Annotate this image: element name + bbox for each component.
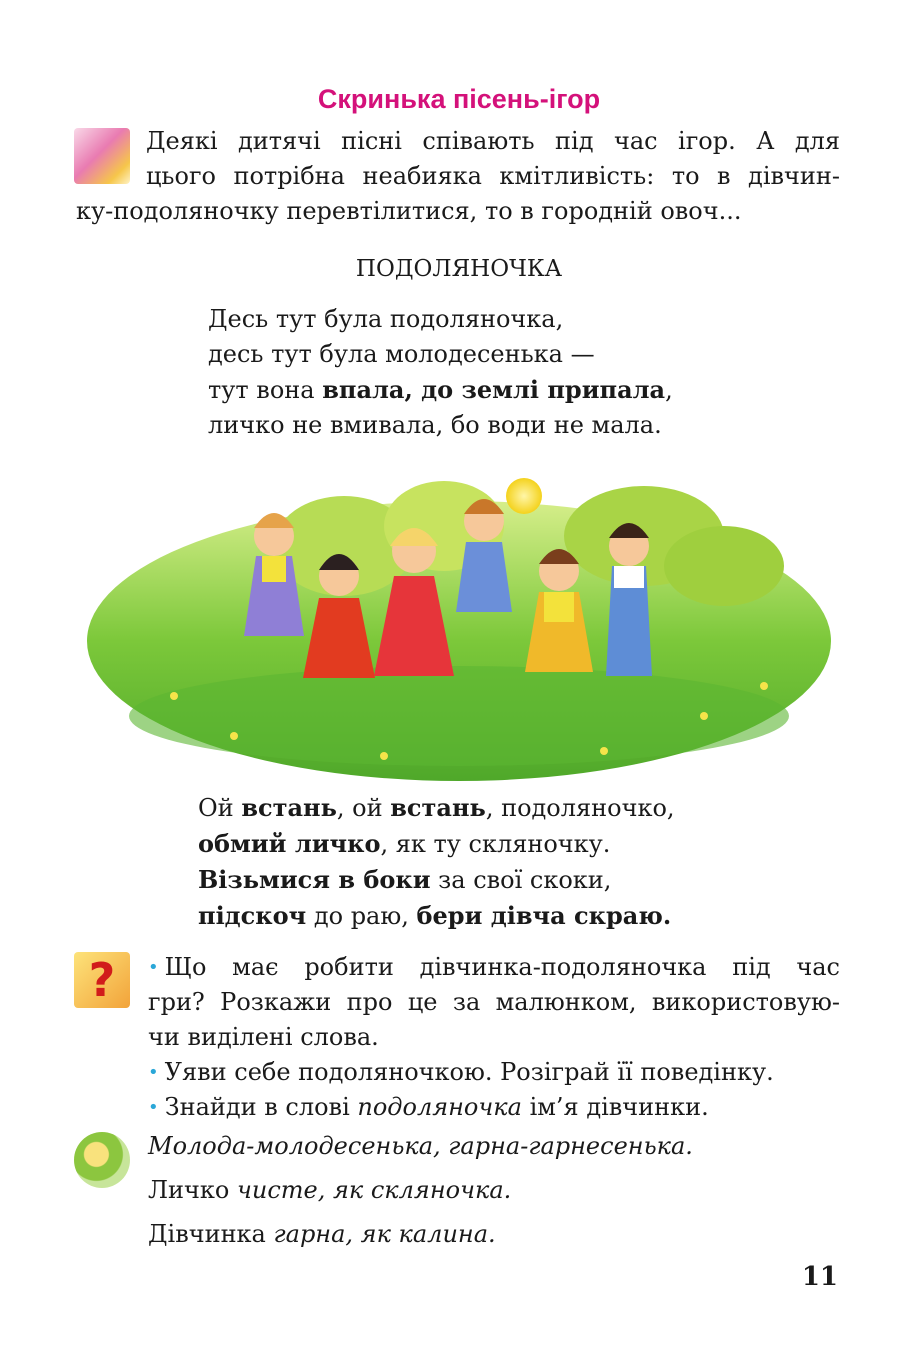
verse-line: десь тут була молодесенька — (208, 340, 595, 368)
intro-line: Деякі дитячі пісні співають під час ігор. А для (146, 127, 840, 155)
bullet-icon: • (148, 1062, 159, 1083)
girl-figure (606, 523, 652, 676)
highlighted-words: встань (241, 793, 337, 822)
highlighted-words: обмий личко (198, 829, 381, 858)
question-line: • Що має робити дівчинка-подоляночка під час (148, 953, 840, 981)
verse-text: Ой (198, 794, 242, 822)
sayings-block (148, 1124, 693, 1256)
saying-line: Молода-молодесенька, гарна-гарнесенька. (148, 1132, 693, 1160)
intro-paragraph (76, 124, 840, 229)
bullet-icon: • (148, 957, 159, 978)
verse-text: , (665, 376, 673, 404)
italic-word: подоляночка (357, 1093, 522, 1121)
intro-line: цього потрібна неабияка кмітливість: то в дівчин- (146, 162, 840, 190)
highlighted-words: підскоч (198, 901, 307, 930)
song-verse-1 (208, 302, 673, 443)
song-title: ПОДОЛЯНОЧКА (355, 256, 563, 282)
saying-line: Дівчинка гарна, як калина. (148, 1220, 496, 1248)
highlighted-words: Візьмися в боки (198, 865, 431, 894)
verse-line (208, 372, 673, 408)
verse-line (198, 898, 675, 934)
question-mark-icon: ? (74, 952, 130, 1008)
verse-line: личко не вмивала, бо води не мала. (208, 411, 662, 439)
question-line: • Уяви себе подоляночкою. Розіграй її поведінку. (148, 1058, 774, 1086)
intro-line: ку-подоляночку перевтілитися, то в городній овоч... (76, 197, 742, 225)
questions-block (148, 950, 840, 1125)
verse-line: Десь тут була подоляночка, (208, 305, 564, 333)
question-line: чи виділені слова. (148, 1023, 379, 1051)
section-title: Скринька пісень-ігор (317, 84, 601, 114)
highlighted-words: бери дівча скраю. (416, 901, 672, 930)
highlighted-words: встань (390, 793, 486, 822)
flower-leaf-icon (74, 1132, 130, 1188)
page-number: 11 (801, 1262, 838, 1292)
children-round-dance-illustration (84, 466, 834, 782)
verse-line (198, 862, 675, 898)
highlighted-words: впала, до землі припала (322, 375, 666, 404)
verse-text: , ой (336, 794, 391, 822)
song-verse-2 (198, 790, 675, 934)
verse-text: до раю, (306, 902, 417, 930)
bullet-icon: • (148, 1097, 159, 1118)
verse-line (198, 826, 675, 862)
verse-text: , як ту скляночку. (380, 830, 611, 858)
question-line: • Знайди в слові подоляночка ім’я дівчинки. (148, 1093, 709, 1121)
verse-line (198, 790, 675, 826)
verse-text: тут вона (208, 376, 323, 404)
question-line: гри? Розкажи про це за малюнком, використовую- (148, 988, 840, 1016)
saying-line: Личко чисте, як скляночка. (148, 1176, 512, 1204)
verse-text: , подоляночко, (485, 794, 675, 822)
verse-text: за свої скоки, (430, 866, 612, 894)
